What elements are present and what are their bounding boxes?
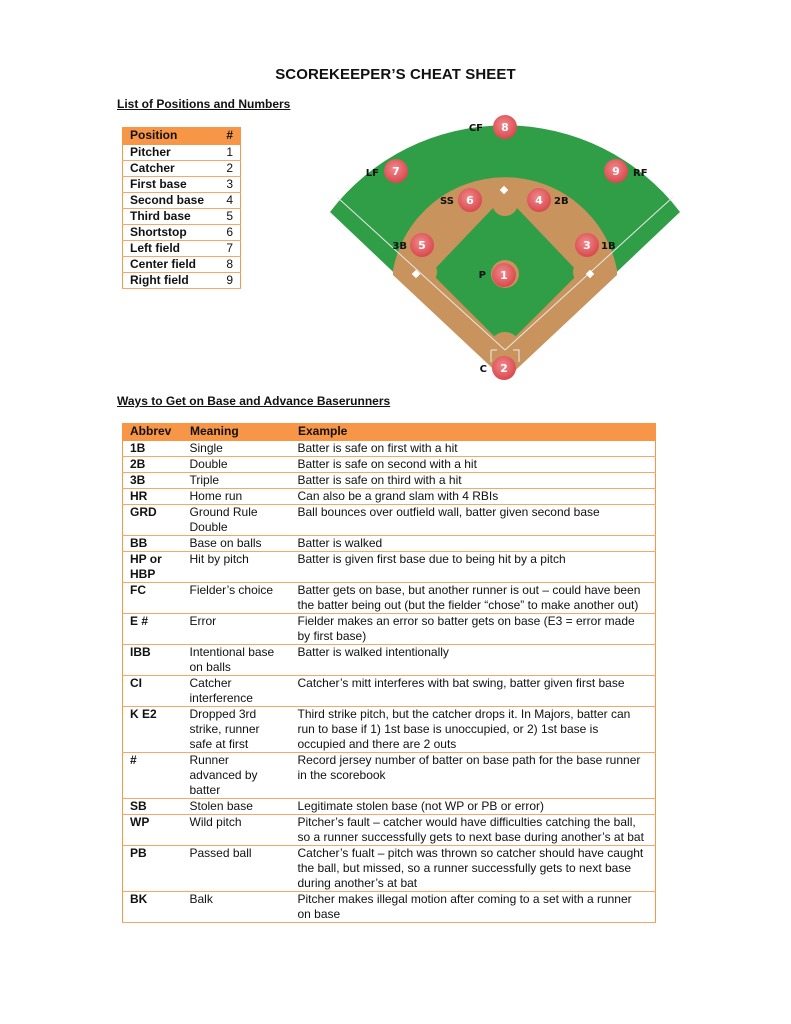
svg-text:5: 5: [418, 239, 426, 252]
svg-text:LF: LF: [365, 168, 379, 179]
meaning-cell: Double: [183, 457, 291, 473]
table-row: [123, 552, 656, 583]
svg-text:P: P: [478, 270, 486, 281]
meaning-cell: Catcher interference: [183, 676, 291, 707]
header-position: Position: [123, 128, 218, 145]
abbrev-cell: IBB: [123, 645, 183, 676]
table-row: [123, 583, 656, 614]
position-number: 4: [217, 193, 240, 209]
table-row: [123, 209, 241, 225]
meaning-cell: Fielder’s choice: [183, 583, 291, 614]
abbrev-cell: SB: [123, 799, 183, 815]
table-row: [123, 614, 656, 645]
meaning-cell: Home run: [183, 489, 291, 505]
meaning-cell: Error: [183, 614, 291, 645]
table-row: [123, 505, 656, 536]
example-cell: Fielder makes an error so batter gets on base (E3 = error made by first base): [291, 614, 656, 645]
example-cell: Batter is walked: [291, 536, 656, 552]
svg-text:SS: SS: [440, 196, 454, 207]
position-number: 3: [217, 177, 240, 193]
positions-table: [122, 127, 241, 289]
meaning-cell: Balk: [183, 892, 291, 923]
svg-text:3B: 3B: [392, 241, 407, 252]
table-row: [123, 241, 241, 257]
example-cell: Pitcher makes illegal motion after coming to a set with a runner on base: [291, 892, 656, 923]
svg-text:C: C: [479, 364, 487, 375]
abbrev-cell: BK: [123, 892, 183, 923]
abbrev-cell: BB: [123, 536, 183, 552]
position-name: Second base: [123, 193, 218, 209]
table-row: [123, 676, 656, 707]
meaning-cell: Ground Rule Double: [183, 505, 291, 536]
position-number: 1: [217, 145, 240, 161]
header-abbrev: Abbrev: [123, 424, 183, 441]
example-cell: Pitcher’s fault – catcher would have difficulties catching the ball, so a runner successfully gets to next base during another’s at bat: [291, 815, 656, 846]
svg-text:9: 9: [612, 165, 620, 178]
svg-text:2B: 2B: [554, 196, 569, 207]
page-title: SCOREKEEPER’S CHEAT SHEET: [275, 66, 516, 83]
position-name: Third base: [123, 209, 218, 225]
position-name: Shortstop: [123, 225, 218, 241]
example-cell: Batter is safe on second with a hit: [291, 457, 656, 473]
meaning-cell: Hit by pitch: [183, 552, 291, 583]
position-name: Pitcher: [123, 145, 218, 161]
position-name: Left field: [123, 241, 218, 257]
svg-text:3: 3: [583, 239, 591, 252]
meaning-cell: Stolen base: [183, 799, 291, 815]
table-row: [123, 799, 656, 815]
meaning-cell: Intentional base on balls: [183, 645, 291, 676]
example-cell: Batter is walked intentionally: [291, 645, 656, 676]
table-row: [123, 441, 656, 457]
table-row: [123, 753, 656, 799]
example-cell: Catcher’s fualt – pitch was thrown so catcher should have caught the ball, but missed, so a runner successfully gets to next base during another’s at bat: [291, 846, 656, 892]
table-row: [123, 225, 241, 241]
svg-text:8: 8: [501, 121, 509, 134]
abbrev-cell: 3B: [123, 473, 183, 489]
position-number: 5: [217, 209, 240, 225]
header-example: Example: [291, 424, 656, 441]
table-row: [123, 145, 241, 161]
table-row: [123, 892, 656, 923]
example-cell: Batter is safe on third with a hit: [291, 473, 656, 489]
abbrev-cell: WP: [123, 815, 183, 846]
example-cell: Third strike pitch, but the catcher drops it. In Majors, batter can run to base if 1) 1st base is unoccupied, or 2) 1st base is occupied and there are 2 outs: [291, 707, 656, 753]
table-row: [123, 536, 656, 552]
abbrev-cell: E #: [123, 614, 183, 645]
table-row: [123, 457, 656, 473]
table-row: [123, 177, 241, 193]
svg-text:RF: RF: [633, 168, 648, 179]
positions-heading: List of Positions and Numbers: [117, 97, 291, 111]
svg-text:6: 6: [466, 194, 474, 207]
table-row: [123, 273, 241, 289]
position-number: 6: [217, 225, 240, 241]
table-row: [123, 257, 241, 273]
abbrev-cell: FC: [123, 583, 183, 614]
example-cell: Catcher’s mitt interferes with bat swing, batter given first base: [291, 676, 656, 707]
position-number: 8: [217, 257, 240, 273]
table-row: [123, 846, 656, 892]
position-name: Catcher: [123, 161, 218, 177]
header-number: #: [217, 128, 240, 145]
position-number: 2: [217, 161, 240, 177]
table-row: [123, 815, 656, 846]
example-cell: Batter gets on base, but another runner is out – could have been the batter being out (but the fielder “chose” to make another out): [291, 583, 656, 614]
table-row: [123, 707, 656, 753]
position-number: 7: [217, 241, 240, 257]
abbrev-cell: 1B: [123, 441, 183, 457]
table-row: [123, 645, 656, 676]
meaning-cell: Passed ball: [183, 846, 291, 892]
table-row: [123, 489, 656, 505]
svg-text:1B: 1B: [601, 241, 616, 252]
table-header-row: [123, 424, 656, 441]
position-name: Center field: [123, 257, 218, 273]
abbrev-cell: PB: [123, 846, 183, 892]
abbrev-cell: CI: [123, 676, 183, 707]
svg-text:CF: CF: [468, 123, 483, 134]
meaning-cell: Runner advanced by batter: [183, 753, 291, 799]
example-cell: Record jersey number of batter on base path for the base runner in the scorebook: [291, 753, 656, 799]
svg-text:4: 4: [535, 194, 543, 207]
svg-text:1: 1: [500, 269, 508, 282]
ways-heading: Ways to Get on Base and Advance Baserunners: [117, 394, 391, 408]
header-meaning: Meaning: [183, 424, 291, 441]
example-cell: Ball bounces over outfield wall, batter given second base: [291, 505, 656, 536]
position-name: Right field: [123, 273, 218, 289]
ways-table: [122, 423, 656, 923]
abbrev-cell: 2B: [123, 457, 183, 473]
svg-text:7: 7: [392, 165, 400, 178]
svg-text:2: 2: [500, 362, 508, 375]
baseball-field-diagram: [325, 100, 685, 390]
example-cell: Legitimate stolen base (not WP or PB or error): [291, 799, 656, 815]
example-cell: Batter is given first base due to being hit by a pitch: [291, 552, 656, 583]
table-row: [123, 193, 241, 209]
meaning-cell: Dropped 3rd strike, runner safe at first: [183, 707, 291, 753]
example-cell: Can also be a grand slam with 4 RBIs: [291, 489, 656, 505]
meaning-cell: Single: [183, 441, 291, 457]
example-cell: Batter is safe on first with a hit: [291, 441, 656, 457]
table-row: [123, 473, 656, 489]
abbrev-cell: #: [123, 753, 183, 799]
position-number: 9: [217, 273, 240, 289]
abbrev-cell: HP or HBP: [123, 552, 183, 583]
abbrev-cell: K E2: [123, 707, 183, 753]
meaning-cell: Base on balls: [183, 536, 291, 552]
table-row: [123, 161, 241, 177]
meaning-cell: Triple: [183, 473, 291, 489]
position-name: First base: [123, 177, 218, 193]
abbrev-cell: GRD: [123, 505, 183, 536]
table-header-row: [123, 128, 241, 145]
meaning-cell: Wild pitch: [183, 815, 291, 846]
abbrev-cell: HR: [123, 489, 183, 505]
